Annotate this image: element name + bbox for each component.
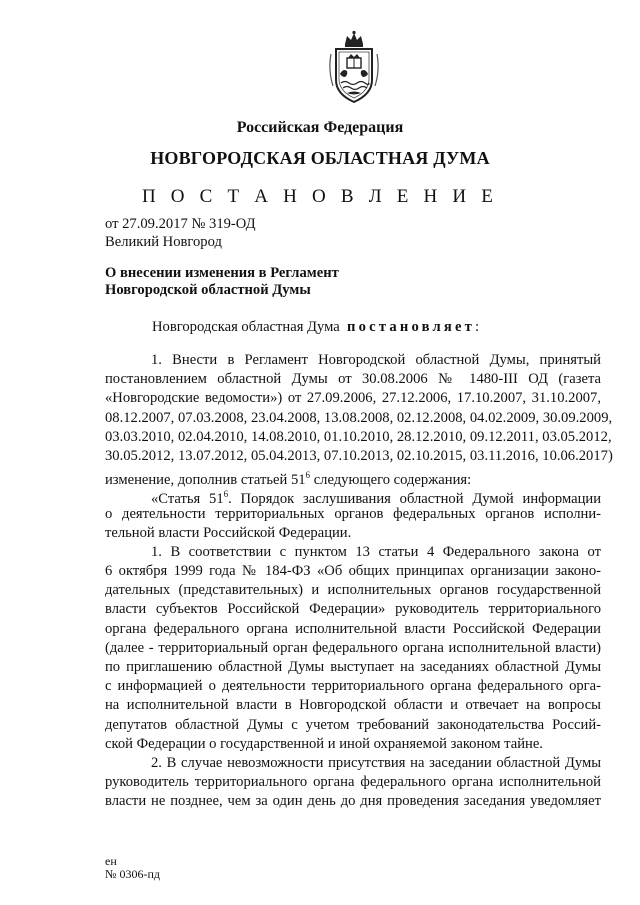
text-line: с информацией о деятельности территориального органа федерального орга- (105, 678, 601, 695)
text-line: 03.03.2010, 02.04.2010, 14.08.2010, 01.10.2010, 28.12.2010, 09.12.2011, 03.05.2012, (105, 428, 612, 445)
text-line: власти не позднее, чем за один день до дня проведения заседания уведомляет (105, 793, 601, 810)
text-line (105, 485, 602, 508)
text-line: власти субъектов Российской Федерации» руководитель территориального (105, 601, 601, 618)
text-line: депутатов областной Думы с учетом требований законодательства Россий- (105, 716, 601, 733)
text-line: 08.12.2007, 07.03.2008, 23.04.2008, 13.08.2008, 02.12.2008, 04.02.2009, 30.09.2009, (105, 409, 613, 426)
text-line: на исполнительной власти в Новгородской области и отвечает на вопросы (105, 697, 601, 714)
text-fragment: . Порядок заслушивания областной Думой информации (228, 491, 602, 508)
paragraph-item-1 (105, 543, 601, 754)
text-fragment: изменение, дополнив статьей 51 (105, 472, 306, 489)
text-line: органа федерального органа исполнительной власти Российской Федерации (105, 620, 601, 637)
document-footer (105, 855, 160, 881)
text-line: 6 октября 1999 года № 184-ФЗ «Об общих принципах организации законо- (105, 563, 601, 580)
resolution-intro (152, 318, 479, 336)
date-and-number: от 27.09.2017 № 319-ОД (105, 216, 256, 232)
text-line: 1. В соответствии с пунктом 13 статьи 4 Федерального закона от (151, 543, 601, 560)
document-type: П О С Т А Н О В Л Е Н И Е (141, 186, 499, 207)
text-line: 30.05.2012, 13.07.2012, 05.04.2013, 07.10.2013, 02.10.2015, 03.11.2016, 10.06.2017) (105, 447, 613, 464)
paragraph-item-2 (105, 754, 601, 812)
text-line: руководитель территориального органа федерального органа исполнительной (105, 774, 601, 791)
text-line (105, 466, 601, 489)
text-line: ской Федерации о государственной и иной охраняемой законом тайне. (105, 735, 543, 752)
text-fragment: «Статья 51 (151, 491, 224, 508)
text-line: (далее - территориальный орган федерального органа исполнительной власти) (105, 639, 601, 656)
text-line: 2. В случае невозможности присутствия на заседании областной Думы (151, 754, 601, 771)
document-subject (105, 265, 339, 299)
intro-prefix: Новгородская областная Дума (152, 319, 348, 335)
federation-title: Российская Федерация (236, 119, 404, 136)
issuing-body-title: НОВГОРОДСКАЯ ОБЛАСТНАЯ ДУМА (150, 148, 490, 168)
text-fragment: следующего содержания: (310, 472, 472, 489)
text-line: по приглашению областной Думы выступает на заседаниях областной Думы (105, 659, 601, 675)
subject-line: О внесении изменения в Регламент (105, 265, 339, 281)
paragraph-article-title (105, 485, 601, 543)
subject-line: Новгородской областной Думы (105, 282, 311, 298)
text-line: дательных (представительных) и исполнительных органов государственной (105, 582, 601, 599)
superscript: 6 (223, 489, 229, 500)
text-line: тельной власти Российской Федерации. (105, 524, 352, 541)
paragraph-amendment (105, 351, 613, 489)
city: Великий Новгород (105, 234, 222, 250)
internal-code: № 0306-пд (105, 867, 160, 881)
text-line: 1. Внести в Регламент Новгородской областной Думы, принятый (151, 352, 601, 368)
executor-initials: ен (105, 854, 117, 868)
intro-verb: постановляет (347, 319, 476, 335)
document-body (105, 351, 613, 812)
text-line: «Новгородские ведомости») от 27.09.2006, 27.12.2006, 17.10.2007, 31.10.2007, (105, 390, 601, 407)
coat-of-arms-icon (325, 30, 383, 108)
intro-suffix: : (475, 319, 480, 335)
superscript: 6 (305, 470, 311, 481)
text-line: постановлением областной Думы от 30.08.2006 № 1480-III ОД (газета (105, 371, 601, 388)
text-line: о деятельности территориальных органов федеральных органов исполни- (105, 505, 601, 522)
